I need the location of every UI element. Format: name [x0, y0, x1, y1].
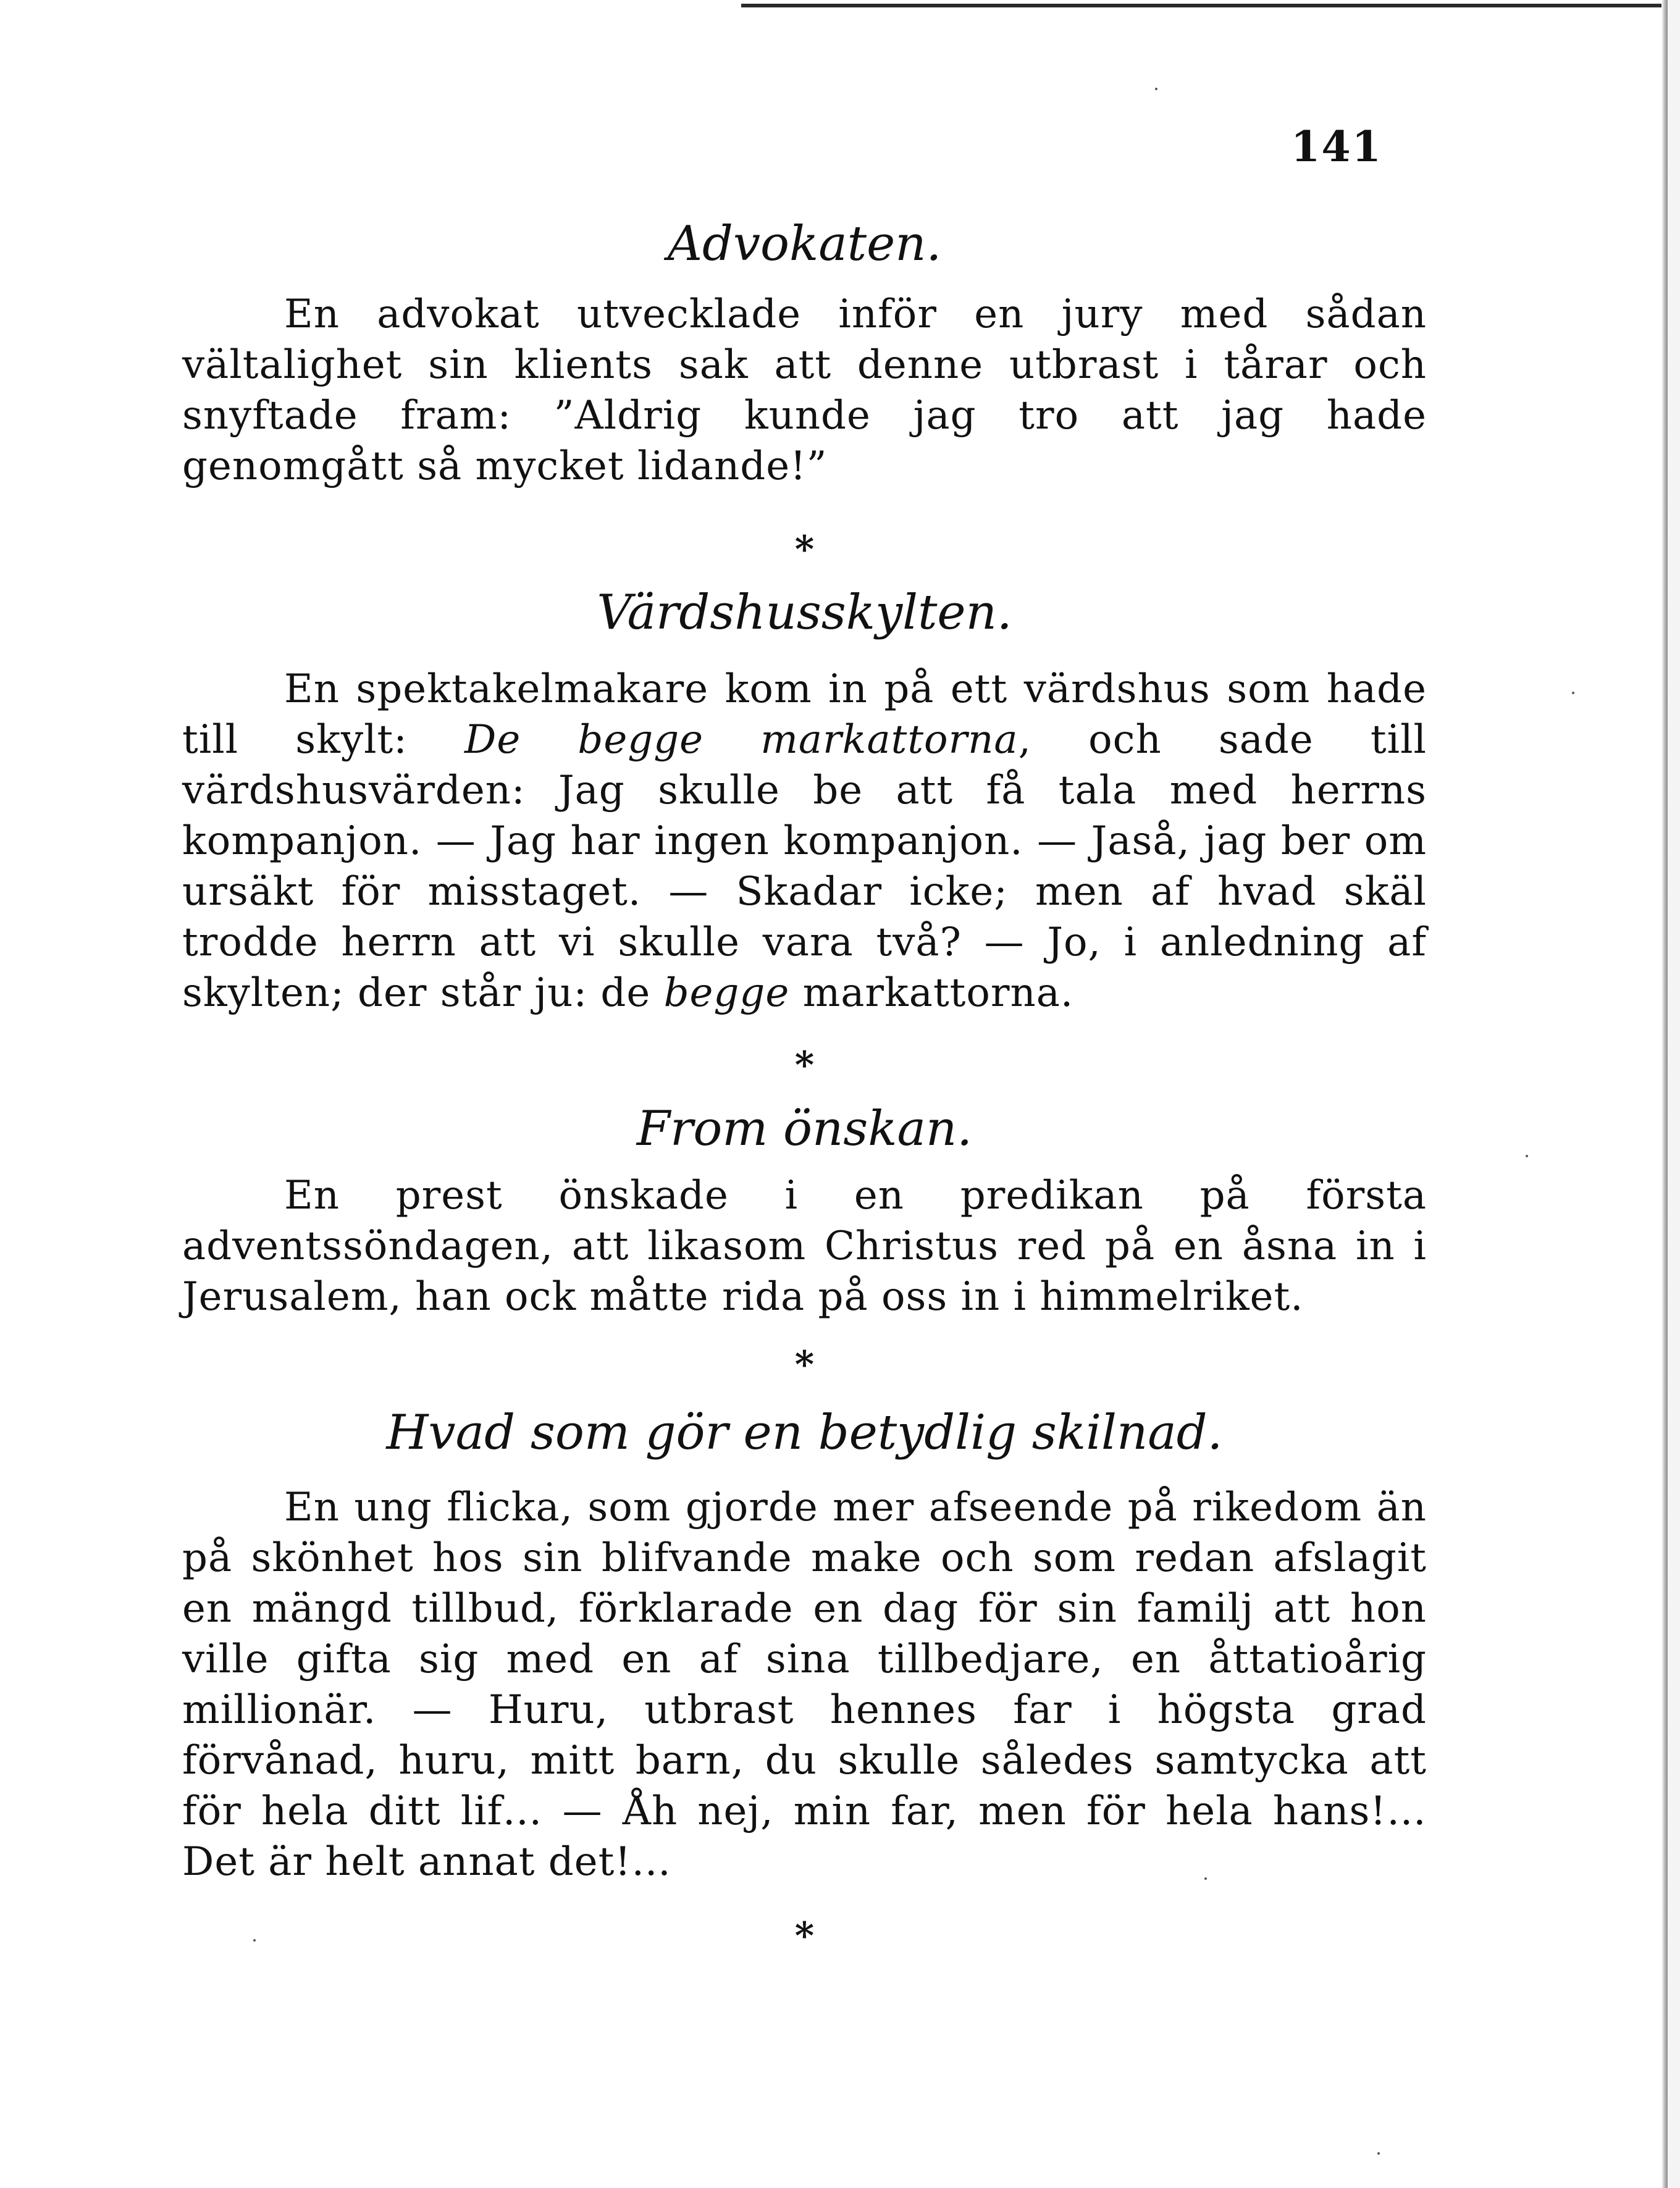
text-segment: markattorna. — [789, 970, 1074, 1016]
section-title-advokaten: Advokaten. — [667, 216, 942, 272]
section-separator: * — [794, 528, 815, 571]
scan-speck — [253, 1939, 256, 1942]
text-segment: En prest önskade i en predikan på första adventssöndagen, att likasom Christus red på en åsna in i Jerusalem, han ock måtte rida på oss in i himmelriket. — [182, 1173, 1427, 1320]
page-number: 141 — [1291, 122, 1382, 172]
scan-speck — [1204, 1877, 1207, 1880]
page-edge-shadow — [1661, 0, 1668, 2188]
section-body-vardshusskylten — [182, 664, 1427, 1018]
paragraph — [182, 664, 1427, 1018]
text-segment: , och sade till värdshusvärden: Jag skulle be att få tala med herrns kompanjon. — Jag har ingen kompanjon. — Jaså, jag ber om ursäkt för misstaget. — Skadar icke; men af hvad skäl trodde herrn att vi skulle vara två? — Jo, i anledning af skylten; der står ju: de — [182, 717, 1427, 1016]
paragraph — [182, 1482, 1427, 1887]
page-edge-top — [741, 4, 1680, 7]
section-separator: * — [794, 1343, 815, 1386]
text-segment: En ung flicka, som gjorde mer afseende på rikedom än på skönhet hos sin blifvande make och som redan afslagit en mängd tillbud, förklarade en dag för sin familj att hon ville gifta sig med en af sina tillbedjare, en åttatioårig millionär. — Huru, utbrast hennes far i högsta grad förvånad, huru, mitt barn, du skulle således samtycka att för hela ditt lif… — Åh nej, min far, men för hela hans!… Det är helt annat det!… — [182, 1485, 1427, 1885]
text-segment: En advokat utvecklade inför en jury med sådan vältalighet sin klients sak att denne utbrast i tårar och snyftade fram: ”Aldrig kunde jag tro att jag hade genomgått så mycket lidande!” — [182, 291, 1427, 489]
section-separator: * — [794, 1914, 815, 1958]
text-segment-italic: begge — [663, 970, 790, 1016]
scan-speck — [1377, 2152, 1380, 2155]
section-title-from-onskan: From önskan. — [636, 1101, 973, 1157]
section-body-hvad-som-gor — [182, 1482, 1427, 1887]
paragraph — [182, 289, 1427, 492]
section-title-hvad-som-gor: Hvad som gör en betydlig skilnad. — [386, 1405, 1223, 1461]
section-title-vardshusskylten: Värdshusskylten. — [597, 585, 1012, 640]
section-body-advokaten — [182, 289, 1427, 492]
scan-speck — [1572, 692, 1574, 694]
scan-speck — [1526, 1155, 1528, 1157]
scan-speck — [1155, 88, 1157, 90]
section-separator: * — [794, 1044, 815, 1087]
paragraph — [182, 1170, 1427, 1322]
page-edge-margin — [1668, 0, 1680, 2188]
section-body-from-onskan — [182, 1170, 1427, 1322]
text-segment: En spektakelmakare kom in på ett värdshus som hade till skylt: — [182, 666, 1427, 763]
text-segment-italic: De begge markattorna — [464, 717, 1018, 763]
